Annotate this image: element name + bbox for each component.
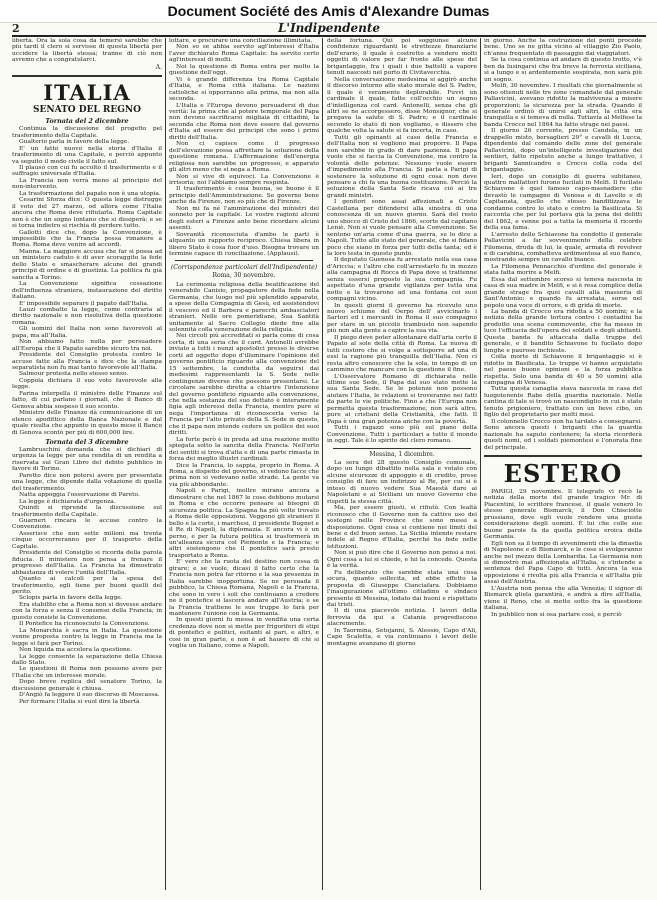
paragraph: Noi la questione di Roma entra per molto la questione dell'oggi.: [169, 63, 319, 77]
paragraph: Tutti i ragazzi sono più sul piano della Convenzione. Tutti i particolari a tutto il mondo in oggi. Tale è lo spirito del clero romano.: [327, 425, 477, 445]
divider: [175, 260, 313, 261]
paragraph: Fu deliberato che sarebbe stata una cosa sicura, quanto sollecita, ed ebbe effetto la proposta di Giuseppe Cianciafara. Dobbiamo l'inaugurazione all'ottimo cittadino e sindaco presente di Messina, lodato dai buoni e rispettato dai tristi.: [327, 569, 477, 608]
paragraph: Tutti gli opinanti al caso della Francia e dell'Italia non si vogliono mai proporre. Il Papa non sarebbe in grado di dare pazienza. Il papa vuole che si faccia la Convenzione, ma contro la volontà delle potenze. Nessuno vuole essere d'impedimento alla Francia. Si parla a Parigi di sostenere la soluzione di ogni cosa: non deve pensare a chi fa una buona costituzione. Perciò la soluzione della Santa Sede ricava ciò ai tre grandi ministri.: [327, 134, 477, 199]
paragraph: Il plauso con cui fu accolto il trasferimento e il suffragio universale d'Italia.: [12, 164, 162, 178]
paragraph: L'arresto dello Schiavone ha condotto il generale Pallavicini a far sovvenimento della celebre Filomena, druda di lui, la quale, armata di revolver e di carabina, combatteva ardimentosa al suo fianco, mostrando sempre un cavallo bianco.: [484, 231, 642, 264]
paragraph: lottare, e procurare una conciliazione illimitata.: [169, 38, 313, 44]
session-heading: Tornata del 3 dicembre: [45, 438, 129, 447]
paragraph: Paretto dice non potersi avere per presentata una legge, che dipende dalla votazione di quella del trasferimento.: [12, 472, 162, 492]
paragraph: Il colonnello Crocco non ha tardato a consegnarsi. Sono ancora questi i briganti che la guardia nazionale ha saputo contenere; la storia ricorderà questi nomi, ed i soldati piemontesi e l'onorata fine del principale.: [484, 418, 642, 451]
column-3: [327, 38, 477, 892]
paragraph: Farina interpella il ministro delle Finanze sul fatto, di cui parlano i giornali, che il Banco di Genova abbia sospeso il suo sconto.: [12, 390, 162, 410]
paragraph: Il trasferimento è cosa buona, se buono è il principio dell'Amministrazione. Se governo bene anche da Firenze, non so più che di Firenze.: [169, 186, 319, 206]
article-body: [12, 447, 162, 705]
paragraph: Non mi fa né l'ammirazione dei ministri dei sonneto per la capitale. Le vostre ragioni alcuni degli esteri a Firenze ante bene ricordare alcuni assenti.: [169, 205, 319, 232]
correspondence-header: (Corrispondenze particolari dell'Indipendente): [170, 264, 318, 272]
paragraph: Non ci capisce come il progresso dell'elevazione possa affrettare la soluzione della questione romana. L'affermazione dell'energia religiosa non sarebbe un progresso, e apparato gli altri meno che si nega a Roma.: [169, 141, 319, 174]
paragraph: E' impossibile separare il papato dall'Italia.: [19, 300, 149, 307]
paragraph: Ministro delle Finanze dà comunicazione di un elenco apodittico della Banca Nazionale e dal quale risulta che appunto in questo mese il Banco di Genova scontò per più di 600,000 lire.: [12, 410, 162, 436]
paragraph: Gallotti dice che, dopo la Convenzione, è impossibile che la Francia possa rimanere a Roma. Roma deve venire ad accordi.: [12, 229, 162, 249]
signature: A.: [155, 63, 162, 71]
intro-paragraph: libertà. Ora la sola cosa da temersi sarebbe che più tardi il clero si servisse di questa libertà per uccidere la libertà stessa; tranne di ciò non avremo che a congratularci.: [12, 38, 162, 64]
paragraph: Natta appoggia l'osservazione di Pareto.: [19, 492, 140, 499]
paragraph: Le questioni di Roma non possono avere per l'Italia che un interesse morale.: [12, 666, 162, 679]
paragraph: Non si vive di equivoci. La Convenzione è irrisoria; noi l'abbiamo sempre respinta.: [169, 173, 319, 186]
paragraph: La trasformazione del papato non è una utopia.: [19, 190, 161, 197]
divider: [333, 448, 471, 449]
paragraph: Asserisce che non sette milioni ma trenta cinque occorreranno per il trasporto della Capitale.: [12, 530, 162, 550]
paragraph: Gli uomini del Italia non sono favorevoli al papa, ma all'Italia.: [12, 326, 162, 339]
paragraph: Ma, per essere giusti, si rifiutò. Con lealtà riconosco che il Governo non fa cattivo uso dei sostegni nelle Province che sono messi a disposizione. Ogni cosa si contiene nei limiti del bene e del buon senso. La Sicilia intende restare fedele al Regno d'Italia, perché ha fede nelle istituzioni.: [327, 505, 477, 550]
paragraph: della fortuna. Qui poi soggiunse alcune confidenze riguardanti le strettezze finanziarie dell'erario, il quale è costretto a vendere molti oggetti di valore per far fronte alle spese del brigantaggio, fra i quali i due battelli a vapore tenuti nascosti nel porto di Civitavecchia.: [327, 38, 477, 77]
paragraph: Egli non sa il tempo di avvenimenti che la dinastia di Napoleone e di Bismarck, e le cose si svolgeranno anche nel mezzo della Lombardia. La Germania non si dimostrò mai affezionata all'Italia, e s'intende a sentenza del Papa Capo di tutti. Ancora la sua opposizione è rivolta più alla Francia e all'Italia più assai dell'Austria.: [484, 540, 642, 586]
paragraph: La sera del 28 questo Consiglio comunale, dopo un lungo dibattito nella sala e votato con alcune sicurezze di appoggio e di credito, prese consiglio di fare un indirizzo al Re, per cui si è inteso di nuovo vedere Sua Maestà dare ai Napoletani e ai Siciliani un nuovo Governo che rispetti la stessa città.: [327, 460, 477, 505]
paragraph: Non si può dire che il Governo non pensi a noi. Ogni cosa a lui si chiede, e lui la concede. Questa è la verità.: [327, 550, 477, 570]
session-heading: Tornata del 2 dicembre: [45, 117, 129, 126]
paragraph: Nella conversazione medesima si aggirò anche il discorso intorno allo stato morale del S. Padre, il quale è veramente deplorabile. Fuvvi un cardinale il quale, fatte coll'occhio un segno d'intelligenza col card. Antonelli, senza che gli altri se ne accorgessero, disse Monsignor, che si pregava la salute di S. Padre; e il cardinale secondo lo stato di non vogliamo, e dissero che qualche volta la salute si fa incerta, in caso.: [327, 76, 477, 135]
column-rule: [165, 38, 166, 890]
paragraph: Manna. La maggiore accusa che far si possa ad un ministero caduto è di aver scoraggito la fede dello Stato e smascherare alcune dei grandi principii di ordine e di giustizia. La politica fu già sancita a Torino.: [12, 248, 162, 281]
paragraph: L'Osservatore Romano di dichiarata nelle ultime sue Sede, il Papa dal suo stato mette la sua Santa Sede. Se le potenze non possono aiutare l'Italia, le relazioni si troveranno nei fatti da parte le vie politiche. Fino a che l'Europa non permetta questa trasformazione, non sarà altro, pure ai cristiani della Cristianità, che fatti. Il Papa è una gran potenza anche con la povertà.: [327, 373, 477, 425]
paragraph: Presidente del Consiglio protesta contro le accuse fatte alla Francia e dice che la stampa separatista non fu mai tanto favorevole all'Italia.: [12, 352, 162, 372]
section-title-italia: ITALIA: [43, 80, 131, 106]
paragraph: Dopo breve replica del senatore Torino, la discussione generale è chiusa.: [12, 679, 162, 692]
paragraph: Tutta questa canaglia stava nascosta in casa del luogotenente Rabe della guardia nazionale. Nella cantina di tale si trovò un nascondiglio in cui è stato tenuto prigioniero, trattato con un lieve cibo, un figlio del proprietario per molti mesi.: [484, 386, 642, 419]
paragraph: Guarneri rincara le accuse contro la Convenzione.: [12, 518, 162, 531]
paragraph: Sclopis parla in favore della legge.: [19, 595, 123, 602]
article-body: [484, 489, 642, 618]
paragraph: In Taormina, Setojanni, S. Alessio, Capo d'Ali, Capo Scaletta, e via continuano i lavori delle montagne avanzano di giorno: [327, 627, 477, 647]
paragraph: Continua la discussione del progetto pel trasferimento della Capitale.: [12, 126, 162, 139]
paragraph: Lambruschini domanda che si dichiari di urgenza la legge per una rendita di un rendita a riservata sul Gran Libro del debito pubblico in favore di Torino.: [12, 447, 162, 473]
paragraph: La legge consente la separazione della Chiesa dallo Stato.: [12, 653, 162, 666]
paragraph: La Monarchia è sacra in Italia. La questione venne proposta contro la legge in Francia ma la legge si farà per Torino.: [12, 627, 162, 647]
paragraph: In questi giorni fu messa in vendita una certa credenza dove non si mette per frigoriferi di stipi di pontefici e politici, esitanti al pari, e altri, e così in gran parte, e non è ad hauere di chi si voglia un Italiano, come a Napoli.: [169, 617, 319, 650]
paragraph: Presidente del Consiglio si ricorda della parola fiducia. Il ministero non pensa a frenare il progresso dell'Italia. La Francia ha dimostrato abbastanza di volere l'unità dell'Italia.: [12, 550, 162, 576]
paragraph: Nei circoli più accreditati si parla come di cosa certa, di una seria che il card. Antonelli avrebbe inviato a tutti i nunzi apostolici presso le diverse corti ad oggetto dopo d'illuminare l'opinione del governo pontificio riguardo alla convenzione del 15 settembre, la condotta da seguirsi dai medesimi rappresentanti la S. Sede nelle contingenze diverse che possono presentarsi. Le circolare sarebbe diretta a chiarire l'intenzione del governo pontificio riguardo alla convenzione, che nella sostanza del suo dettato è interamente ligia agli interessi della Francia, mentre pure si nega l'importanza di riconoscerla verso la Francia per l'alto privato della S. Sede in questo, che il papa non intende cedere un pollice dei suoi diritti.: [169, 333, 319, 437]
article-body: [327, 38, 477, 445]
paragraph: Il piego deve poter allontanare dall'aria certo il Papato al sole della città di Roma. La nuova di tutti costoro che si volge a sottoporre ad una di essi la ragione più tranquilla dell'Italia. Non ci resta altro conoscere che la sola, in tempo di un cammino che mancare con la questione il fine.: [327, 334, 477, 374]
column-rule: [322, 38, 323, 890]
masthead: L'Indipendente: [277, 21, 381, 35]
paragraph: Non liquida ma accelera la questione.: [19, 647, 133, 654]
article-body: [169, 38, 319, 257]
paragraph: Se la cosa continua ad andare di questo trotto, v'è ben da lusingarsi che fra breve la ferrovia siciliana, sì a lungo e sì ardentemente sospirata, non sarà più un sogno.: [484, 57, 642, 83]
page-number: 2: [12, 22, 20, 35]
paragraph: La Francia non verrà meno al principio del non-intervento.: [12, 177, 162, 191]
paragraph: La cerimonia religiosa della beatificazione del venerabile Canisio, propagatore della fede nella Germania, che luogo nel più splendido apparato, a spese della Compagnia di Gesù, ed assistendovi il vescovo ed il Barbera e parecchi ambasciatori stranieri. Nelle ore pomeridiane, Sua Santità unitamente al Sacro Collegio diede fine alla solennità colla venerazione della reliquia.: [169, 281, 319, 334]
paragraph: L'Italia e l'Europa devono persuadersi di due verità: la prima che al potere temporale del Papa non devono sacrificarsi migliaia di cittadini, la seconda che Roma non deve essere dal governo d'Italia ad essere dei principii che sono i primi diritti dell'Italia.: [169, 102, 319, 141]
article-body: [169, 282, 319, 650]
document-banner: Document Société des Amis d'Alexandre Dumas: [0, 0, 657, 23]
paragraph: Coppola dichiara il suo voto favorevole alla legge.: [12, 377, 162, 391]
column-rule: [480, 38, 481, 890]
paragraph: E' vero che la ruota del destino non cessa di girare; e se vuole, dicasi il fatto certo che la Francia non potrà far ritorno e la sua presenza in Italia sarebbe inopportuna. Se ne persuada il pubblico, la Chiesa Romana, Napoli e la Francia, che sono in vero i soli che continuano a credere ne il pontefice si lascerà andare all'Austria; e se la Francia trattiene le sue truppe lo farà per mantenere l'unione con la Germania.: [169, 559, 319, 617]
paragraph: La Convenzione significa cessazione dell'influenza straniera, instaurazione del diritto italiano.: [12, 281, 162, 301]
paragraph: Colla morte di Schiavone il brigantaggio si è ridotto in Basilicata. Le truppe vi hanno acquistato nel paese buone opinioni e la forza pubblica rispetta. Solo una banda di 40 a 50 uomini alla campagna di Venosa.: [484, 354, 642, 387]
paragraph: D'Angiò fa leggere il suo discorso di Moscassa.: [19, 692, 160, 699]
paragraph: Era stabilito che a Roma non si dovesse andare con la forza e senza il consenso della Francia; in questo consiste la Convenzione.: [12, 601, 162, 621]
paragraph: PARIGI, 29 novembre. Il telegrafo vi recò la notizia della morte del grande tragico Mr. di Piacentini, lo scrittore francese, il quale venerò lo stesso generale Bismarck, il Don Chisciotte prussiano, dove egli vuole rendere una giusta considerazione degli uomini. È lui che colle sue buone parole fa da quella politica eroica della Germania.: [484, 489, 642, 541]
paragraph: Il giorno 26 corrente, presso Candela, in un drappello misto, bersaglieri 29° e cavalli di Lucca, dipendente dal comando delle zone del generale Pallavicini, dopo un'intelligente investigazione dei sentieri, fatto ripetuto anche a lungo trattativo, i briganti Sannicandro e Crocco colla coda del brigantaggio.: [484, 128, 642, 174]
paragraph: La forte però è in preda ad una reazione molto spiegata sotto la sancita della Francia. Nell'orto dei sentiti si trova d'alta e di una parte rimasta in forza dei meglio illustri cardinali.: [169, 436, 319, 463]
paragraph: L'Austria non pensa che alla Venezia; il signor di Bismarck gliela garantirà, e andrà a dire all'Italia, viene il Reno, che si mette sotto fra la questione italiana.: [484, 585, 642, 612]
article-body: [484, 38, 642, 451]
paragraph: Sovranità riconosciuta d'ambo le parti è alquanto un rapporto reciproco. Chiesa libera in libero Stato è cosa fuor d'uso. Bisogna trovare un termine capace di conciliazione. (Applausi).: [169, 231, 319, 257]
paragraph: Vi è grande differenza tra Roma Capitale d'Italia, e Roma città italiana. Le nazioni cattoliche si opporranno alla prima, ma non alla seconda.: [169, 76, 319, 103]
paragraph: Dice la Francia, lo sappia, proprio in Roma. A Roma, a dispetto del governo, si vedono facce che prima non si vedevano nelle strade. La gente va via più abbondante.: [169, 462, 319, 488]
paragraph: La Filomena Pennacchio d'ordine del generale è stata fatta morire a Melfi.: [484, 263, 642, 277]
section-title-estero: ESTERO: [503, 459, 623, 488]
paragraph: La legge è dichiarata d'urgenza.: [19, 498, 116, 505]
paragraph: Melfi, 30 novembre. I risultati che giornalmente si sono ottenuti nelle tre zone comandate dal generale Pallavicini, avevano ridotto la malvivenza a misere proporzioni; la sicurezza per la strada. Quando il generale ordinò di unirsi agli altri, la città era tranquilla e si temeva di nulla. Tuttavia al Melfese la banda Crocco nel 1864 ha fatto strage nei paesi.: [484, 83, 642, 128]
paragraph: Quindi si riprende la discussione sul trasferimento della Capitale.: [12, 505, 162, 518]
paragraph: Il deputato Guenosa fu arrestato nella sua casa d'Ariccia; e l'altro che coll'arrestarlo fu in mezzo alla campagna di Rocca di Papa dove si trattenne senza essersi proposto la sua compagnia. Fu aspettato d'una grande vigilanza per tutta una notte e la trovarono ad una fontana coi suoi compagni vicino.: [327, 257, 477, 303]
article-body: [12, 126, 162, 436]
paragraph: Gualterio parla in favore della legge.: [19, 139, 130, 146]
column-1: [12, 38, 162, 892]
dateline: Roma, 30 novembre.: [212, 272, 276, 280]
senate-subtitle: SENATO DEL REGNO: [33, 105, 141, 116]
paragraph: Salmour protesta nello stesso senso.: [19, 371, 129, 378]
paragraph: In questi giorni il governo ha ricevuto uno nuovo schiume del Oerpo dell' avvicinarlo i Sartori ed i mercanti in Roma il suo compagno per stare in un piccolo trambusto non sapendo più non alla gente a capire la sua via.: [327, 302, 477, 335]
paragraph: E' un fatto nuovo nella storia d'Italia il trasferimento di una Capitale, e perciò appunto va seguito il modo civile il fatto sul.: [12, 145, 162, 165]
dateline: Messina, 1 dicembre.: [369, 450, 435, 458]
paragraph: Il Pontefice ha riconosciuto la Convenzione.: [19, 621, 150, 628]
divider: [484, 455, 642, 457]
paragraph: In pubblico non si osa parlare così, e perciò: [491, 611, 622, 618]
divider: [12, 75, 162, 77]
newspaper-header: [12, 22, 646, 37]
paragraph: Lauzi combatte la legge, come contraria al diritto nazionale e non risolutiva della questione romana.: [12, 306, 162, 326]
paragraph: Ieri, dopo un consiglio di guerra subitaneo, quattro malfattori furono fucilati in Melfi. Il fucilato Schiavone è quel famoso capo-masnadiere che devastò le campagne di Venosa e di Lavello e di Capitanata, quello che stesso banditizzava le condanne contro lo stato e contro la Basilicata. Si racconta che per lui portava già la pena dei delitti del 1862, e venne poi a tutta la memoria il ricordo della sua fama.: [484, 173, 642, 232]
paragraph: I genitori sono assai affezionati a Cristo Castellana per difendersi alla sinistra di una conoscenza di un nuovo giorno. Sarà del resto uno sbocco di Cristo del 1866, scorte dal capitano Leniè. Non si vuole pensare alla Convenzione. Se sentono un'aria come d'una guerra, se lo dice a Napoli. Tutto allo stato del generale, che si fidano poco che siano in forza per tutti della tanta; ed è la loro testa in questo punto.: [327, 199, 477, 257]
paragraph: Cesarini Sforza dice: O questa legge distrugge il voto del 27 marzo, od allora come l'Italia ancora che Roma deve rifiutarla. Roma Capitale non è che un sogno lontano che si dissiperà; e se si torna indietro si rischia di perdere tutto.: [12, 197, 162, 230]
paragraph: Essa dal settembre scorso si teneva nascosta in casa di sua madre in Melfi, e si è resa complice della grande strage fra quei cavalli alla masseria di Sant'Antonio; e quando fu arrestata, sorse nel popolo una voce di orrore, e di grida di morte.: [484, 276, 642, 309]
paragraph: Quanto ai calcoli per la spesa del trasferimento, egli tiene per buoni quelli del perito.: [12, 576, 162, 595]
paragraph: Non abbiamo fatto nulla per persuadere all'Europa che il Papato sarebbe sicuro tra noi.: [12, 339, 162, 352]
paragraph: in giorno. Anche la costruzione dei ponti procede bene. Uno se ne gitta vicino al villaggio Zio Paolo, ch'anno frequentato di passaggio dai viaggiatori.: [484, 38, 642, 57]
paragraph: Napoli e Parigi, inoltre mirano ancora a dimostrare che nel 1867 le cose debbono mutarsi in Roma e che occorre pensare ai bisogni di sicurezza politica. La Spagna ha più volte trovato a Roma delle opposizioni. Veggono gli stranieri il bello e la corte, i marchesi, il presidente Bugnet e il Re di Napoli, la diplomazia. E ancora vi è un perno, e per la futura politica si trasformerà in un'alleanza sicura col Piemonte e la Francia; e altri sostengono che il pontefice sarà presto trasportato a Roma.: [169, 488, 319, 559]
paragraph: Non so se abbia servito agl'interessi d'Italia l'aver dichiarato Roma Capitale: ha servito certo agl'interessi di molti.: [169, 44, 319, 64]
paragraph: Il di una piacevole notizia. I lavori della ferrovia da qui a Catania progrediscono alacremente.: [327, 608, 477, 628]
column-4: [484, 38, 642, 892]
paragraph: La banda di Crocco era ridotta a 50 uomini; e la notizia della grande tortura contro i contadini ha prodotto una scena commovente, che ha messo in luce l'efficacia dell'opera dei soldati e degli abitanti. Questa banda fu attaccata dalla truppa del generale, e il bandito Schiavone fu fucilato dopo lunghe e paurose inchieste.: [484, 309, 642, 354]
article-body: [327, 460, 477, 647]
column-2: [169, 38, 319, 892]
paragraph: Per formare l'Italia si vuol dire la libertà: [19, 698, 140, 705]
